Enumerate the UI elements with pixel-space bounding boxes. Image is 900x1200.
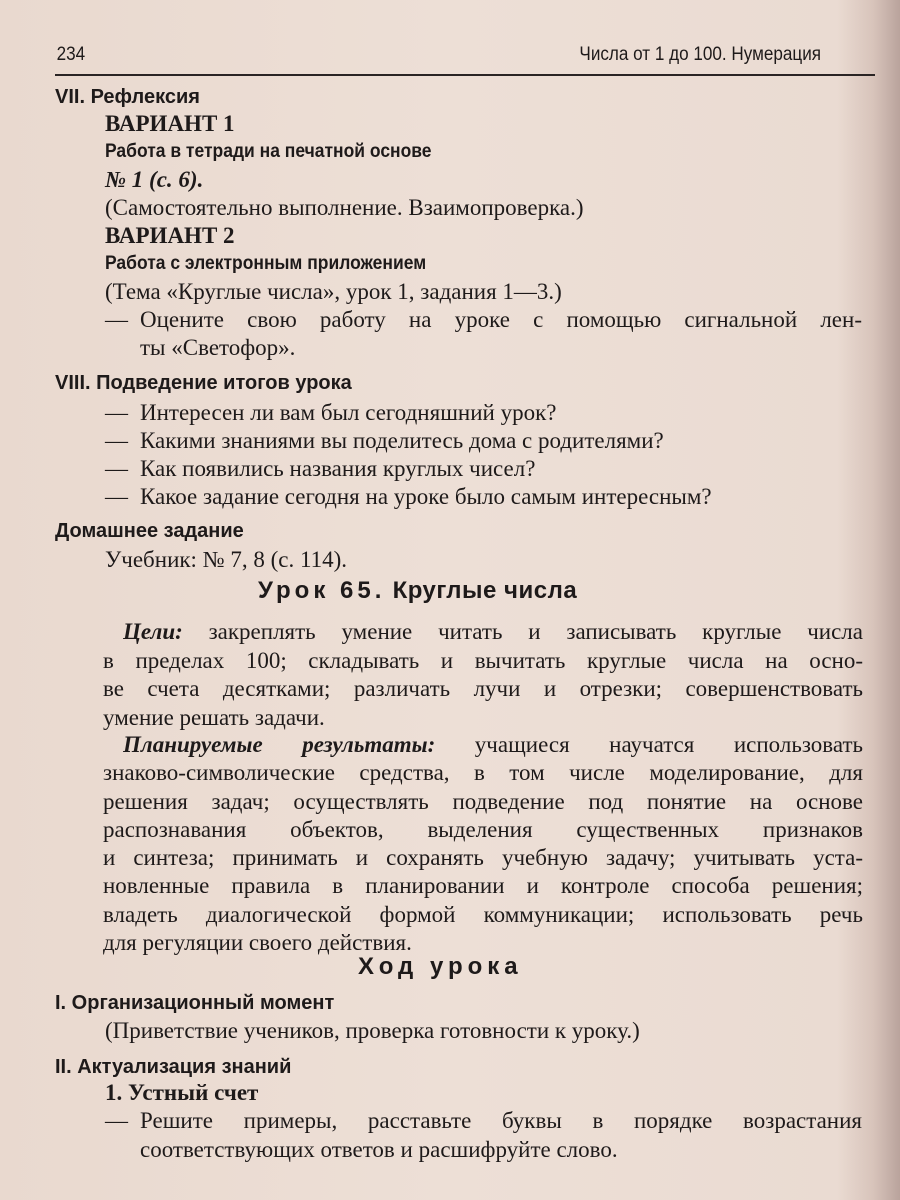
variant-heading: ВАРИАНТ 1 — [105, 111, 235, 136]
text-line: Решите примеры, расставьте буквы в порядке возрастания — [140, 1108, 862, 1133]
text: закреплять умение читать и записывать круглые числа — [208, 619, 863, 644]
dash: — — [105, 456, 128, 481]
lesson-name: Круглые числа — [392, 577, 578, 604]
task-reference: № 1 (с. 6). — [105, 167, 204, 192]
subheading: 1. Устный счет — [105, 1080, 259, 1105]
dash: — — [105, 428, 128, 453]
text-line: ты «Светофор». — [140, 335, 296, 360]
subheading: Работа с электронным приложением — [105, 253, 427, 274]
section-heading: VIII. Подведение итогов урока — [55, 372, 352, 394]
text-line: (Самостоятельно выполнение. Взаимопроверка.) — [105, 195, 584, 220]
paragraph-line: решения задач; осуществлять подведение под понятие на основе — [103, 789, 863, 814]
text: учащиеся научатся использовать — [474, 732, 863, 757]
dash: — — [105, 400, 128, 425]
paragraph-line: для регуляции своего действия. — [103, 930, 412, 955]
question: Какими знаниями вы поделитесь дома с родителями? — [140, 428, 664, 453]
question: Какое задание сегодня на уроке было самым интересным? — [140, 484, 712, 509]
text-line: соответствующих ответов и расшифруйте слово. — [140, 1137, 618, 1162]
dash: — — [105, 1108, 128, 1133]
text-line: Учебник: № 7, 8 (с. 114). — [105, 547, 348, 572]
header-rule — [55, 74, 875, 76]
paragraph-line: распознавания объектов, выделения существенных признаков — [103, 817, 863, 842]
variant-heading: ВАРИАНТ 2 — [105, 223, 235, 248]
text-line: Оцените свою работу на уроке с помощью сигнальной лен- — [140, 307, 862, 332]
goals-label: Цели: — [123, 619, 183, 644]
text-line: (Тема «Круглые числа», урок 1, задания 1—3.) — [105, 279, 562, 304]
dash: — — [105, 484, 128, 509]
section-heading: I. Организационный момент — [55, 992, 335, 1014]
paragraph-line — [123, 731, 863, 759]
paragraph-line: и синтеза; принимать и сохранять учебную задачу; учитывать уста- — [103, 845, 863, 870]
paragraph-line — [123, 618, 863, 646]
paragraph-line: новленные правила в планировании и контроле способа решения; — [103, 873, 863, 898]
paragraph-line: знаково-символические средства, в том числе моделирование, для — [103, 760, 863, 785]
paragraph-line: ве счета десятками; различать лучи и отрезки; совершенствовать — [103, 676, 863, 701]
page-number: 234 — [56, 44, 86, 65]
course-title: Ход урока — [358, 953, 523, 980]
paragraph-line: в пределах 100; складывать и вычитать круглые числа на осно- — [103, 648, 863, 673]
text-line: (Приветствие учеников, проверка готовности к уроку.) — [105, 1018, 640, 1043]
question: Как появились названия круглых чисел? — [140, 456, 536, 481]
paragraph-line: владеть диалогической формой коммуникации; использовать речь — [103, 902, 863, 927]
lesson-title — [258, 577, 577, 605]
section-heading: II. Актуализация знаний — [55, 1056, 292, 1078]
running-title: Числа от 1 до 100. Нумерация — [579, 44, 822, 65]
lesson-number: Урок 65. — [258, 577, 386, 604]
question: Интересен ли вам был сегодняшний урок? — [140, 400, 557, 425]
dash: — — [105, 307, 128, 332]
paragraph-line: умение решать задачи. — [103, 705, 325, 730]
results-label: Планируемые результаты: — [123, 732, 436, 757]
section-heading: Домашнее задание — [55, 520, 244, 542]
section-heading: VII. Рефлексия — [55, 86, 200, 108]
subheading: Работа в тетради на печатной основе — [105, 141, 432, 162]
